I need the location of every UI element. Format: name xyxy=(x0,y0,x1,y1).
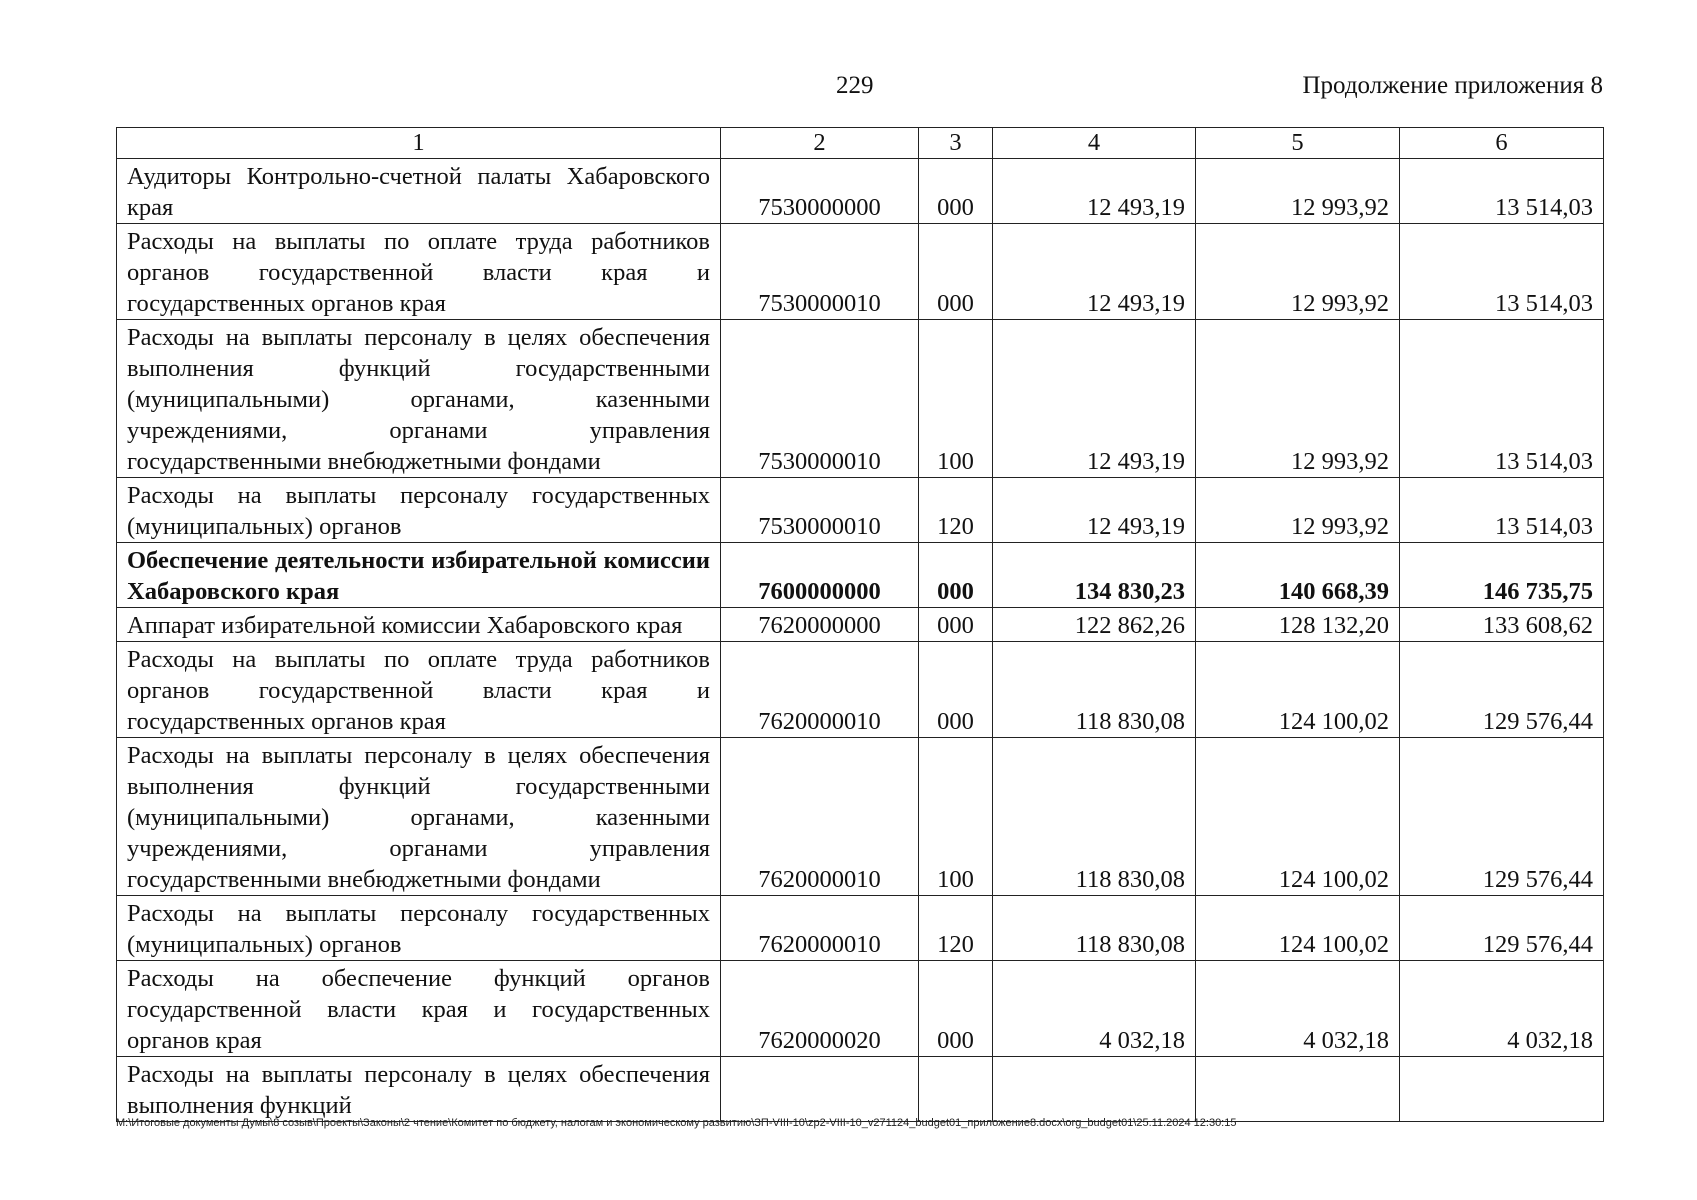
amount-year-2-cell xyxy=(1196,1057,1400,1122)
target-article-code-cell: 7620000000 xyxy=(721,608,919,642)
amount-year-2-cell: 124 100,02 xyxy=(1196,738,1400,896)
amount-year-3-cell: 146 735,75 xyxy=(1400,543,1604,608)
column-number-1: 1 xyxy=(117,128,721,159)
expense-type-code-cell xyxy=(919,1057,993,1122)
target-article-code-cell: 7530000010 xyxy=(721,320,919,478)
target-article-code-cell: 7620000010 xyxy=(721,642,919,738)
row-name-cell: Аппарат избирательной комиссии Хабаровского края xyxy=(117,608,721,642)
target-article-code-cell: 7620000010 xyxy=(721,738,919,896)
column-number-5: 5 xyxy=(1196,128,1400,159)
table-row xyxy=(117,543,1604,608)
amount-year-2-cell: 124 100,02 xyxy=(1196,642,1400,738)
amount-year-3-cell: 13 514,03 xyxy=(1400,478,1604,543)
amount-year-1-cell xyxy=(993,1057,1196,1122)
row-name-cell: Обеспечение деятельности избирательной комиссии Хабаровского края xyxy=(117,543,721,608)
document-file-path: M:\Итоговые документы Думы\8 созыв\Проекты\Законы\2 чтение\Комитет по бюджету, налогам и экономическому развитию\ЗП-VIII-10\zp2-VIII-10_v271124_budget01_приложение8.docx\org_budget01\25.11.2024 12:30:15 xyxy=(116,1117,1237,1129)
amount-year-3-cell: 13 514,03 xyxy=(1400,320,1604,478)
table-body xyxy=(117,159,1604,1122)
amount-year-2-cell: 128 132,20 xyxy=(1196,608,1400,642)
table-row xyxy=(117,738,1604,896)
amount-year-3-cell: 4 032,18 xyxy=(1400,961,1604,1057)
amount-year-2-cell: 124 100,02 xyxy=(1196,896,1400,961)
expense-type-code-cell: 000 xyxy=(919,543,993,608)
row-name-cell: Расходы на выплаты персоналу в целях обеспечения выполнения функций государственными (муниципальными) органами, казенными учреждениями, органами управления государственными внебюджетными фондами xyxy=(117,320,721,478)
table-row xyxy=(117,608,1604,642)
amount-year-1-cell: 12 493,19 xyxy=(993,159,1196,224)
expense-type-code-cell: 000 xyxy=(919,961,993,1057)
amount-year-3-cell: 129 576,44 xyxy=(1400,896,1604,961)
expense-type-code-cell: 100 xyxy=(919,738,993,896)
target-article-code-cell: 7530000010 xyxy=(721,224,919,320)
row-name-cell: Расходы на выплаты по оплате труда работников органов государственной власти края и государственных органов края xyxy=(117,224,721,320)
target-article-code-cell: 7600000000 xyxy=(721,543,919,608)
expense-type-code-cell: 100 xyxy=(919,320,993,478)
row-name-cell: Расходы на выплаты персоналу государственных (муниципальных) органов xyxy=(117,478,721,543)
amount-year-2-cell: 12 993,92 xyxy=(1196,478,1400,543)
row-name-cell: Расходы на выплаты персоналу государственных (муниципальных) органов xyxy=(117,896,721,961)
target-article-code-cell: 7530000000 xyxy=(721,159,919,224)
amount-year-1-cell: 12 493,19 xyxy=(993,320,1196,478)
table-row xyxy=(117,896,1604,961)
amount-year-1-cell: 122 862,26 xyxy=(993,608,1196,642)
expense-type-code-cell: 000 xyxy=(919,224,993,320)
amount-year-3-cell: 133 608,62 xyxy=(1400,608,1604,642)
amount-year-1-cell: 118 830,08 xyxy=(993,738,1196,896)
amount-year-3-cell: 13 514,03 xyxy=(1400,159,1604,224)
target-article-code-cell: 7620000020 xyxy=(721,961,919,1057)
row-name-cell: Расходы на выплаты по оплате труда работников органов государственной власти края и государственных органов края xyxy=(117,642,721,738)
column-number-row xyxy=(117,128,1604,159)
amount-year-1-cell: 4 032,18 xyxy=(993,961,1196,1057)
table-row xyxy=(117,478,1604,543)
amount-year-2-cell: 12 993,92 xyxy=(1196,224,1400,320)
table-row xyxy=(117,224,1604,320)
amount-year-2-cell: 12 993,92 xyxy=(1196,320,1400,478)
page-number: 229 xyxy=(836,72,874,99)
target-article-code-cell xyxy=(721,1057,919,1122)
column-number-4: 4 xyxy=(993,128,1196,159)
table-row xyxy=(117,159,1604,224)
expense-type-code-cell: 000 xyxy=(919,642,993,738)
amount-year-1-cell: 12 493,19 xyxy=(993,224,1196,320)
row-name-cell: Расходы на выплаты персоналу в целях обеспечения выполнения функций xyxy=(117,1057,721,1122)
amount-year-3-cell: 13 514,03 xyxy=(1400,224,1604,320)
amount-year-3-cell: 129 576,44 xyxy=(1400,738,1604,896)
amount-year-2-cell: 140 668,39 xyxy=(1196,543,1400,608)
column-number-2: 2 xyxy=(721,128,919,159)
expense-type-code-cell: 000 xyxy=(919,159,993,224)
table-row xyxy=(117,320,1604,478)
row-name-cell: Расходы на выплаты персоналу в целях обеспечения выполнения функций государственными (муниципальными) органами, казенными учреждениями, органами управления государственными внебюджетными фондами xyxy=(117,738,721,896)
budget-table xyxy=(116,127,1604,1122)
amount-year-2-cell: 4 032,18 xyxy=(1196,961,1400,1057)
target-article-code-cell: 7620000010 xyxy=(721,896,919,961)
amount-year-1-cell: 118 830,08 xyxy=(993,896,1196,961)
appendix-continuation-caption: Продолжение приложения 8 xyxy=(1302,72,1603,99)
table-row xyxy=(117,961,1604,1057)
row-name-cell: Аудиторы Контрольно-счетной палаты Хабаровского края xyxy=(117,159,721,224)
amount-year-1-cell: 134 830,23 xyxy=(993,543,1196,608)
column-number-6: 6 xyxy=(1400,128,1604,159)
column-number-3: 3 xyxy=(919,128,993,159)
amount-year-3-cell: 129 576,44 xyxy=(1400,642,1604,738)
row-name-cell: Расходы на обеспечение функций органов государственной власти края и государственных органов края xyxy=(117,961,721,1057)
table-row xyxy=(117,642,1604,738)
amount-year-2-cell: 12 993,92 xyxy=(1196,159,1400,224)
table-row xyxy=(117,1057,1604,1122)
amount-year-1-cell: 118 830,08 xyxy=(993,642,1196,738)
expense-type-code-cell: 120 xyxy=(919,478,993,543)
target-article-code-cell: 7530000010 xyxy=(721,478,919,543)
amount-year-1-cell: 12 493,19 xyxy=(993,478,1196,543)
expense-type-code-cell: 120 xyxy=(919,896,993,961)
expense-type-code-cell: 000 xyxy=(919,608,993,642)
amount-year-3-cell xyxy=(1400,1057,1604,1122)
